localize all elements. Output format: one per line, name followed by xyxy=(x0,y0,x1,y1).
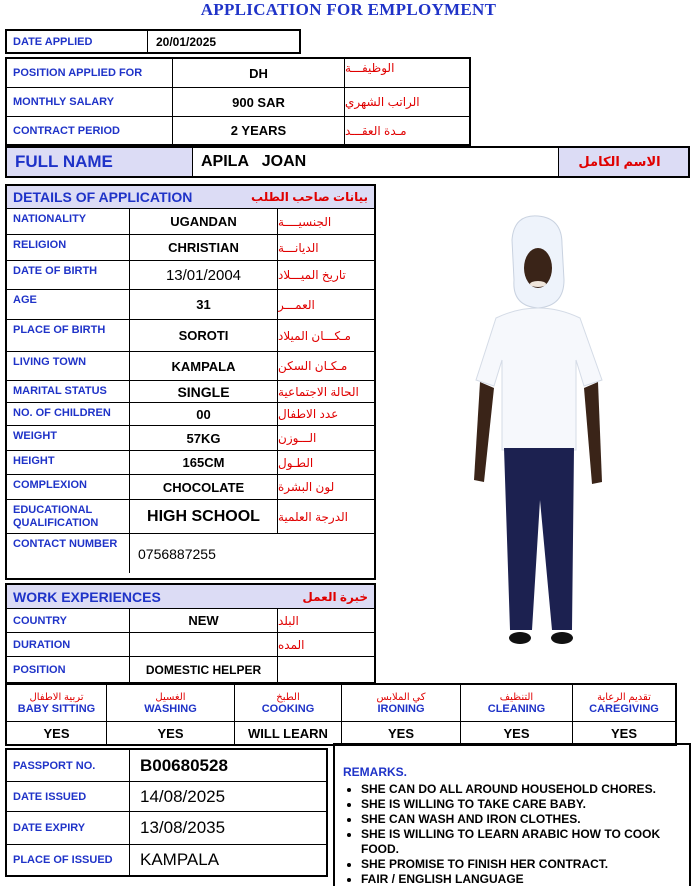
skill-value: YES xyxy=(610,725,637,741)
work-ar xyxy=(278,657,374,682)
passport-value: KAMPALA xyxy=(140,850,220,869)
remarks-item: • SHE PROMISE TO FINISH HER CONTRACT. xyxy=(361,857,689,872)
details-label: HEIGHT xyxy=(7,451,130,475)
full-name-value: APILA JOAN xyxy=(193,148,559,176)
details-value: 00 xyxy=(130,403,278,426)
skill-name-ar: الطبخ xyxy=(276,691,300,703)
full-name-ar: الاسم الكامل xyxy=(578,154,661,169)
date-applied-value: 20/01/2025 xyxy=(156,34,217,49)
remarks-item: • SHE CAN WASH AND IRON CLOTHES. xyxy=(361,812,689,827)
skill-value: YES xyxy=(461,722,573,744)
monthly-salary-label: MONTHLY SALARY xyxy=(7,88,173,117)
details-label: EDUCATIONAL QUALIFICATION xyxy=(7,500,130,534)
details-ar: لون البشرة xyxy=(278,475,374,500)
work-value: NEW xyxy=(130,609,278,633)
work-header-label: WORK EXPERIENCES xyxy=(13,588,161,605)
details-value: 57KG xyxy=(130,426,278,451)
details-label: LIVING TOWN xyxy=(7,352,130,381)
remarks-item: • SHE CAN DO ALL AROUND HOUSEHOLD CHORES. xyxy=(361,782,689,797)
skill-header xyxy=(7,685,107,722)
position-applied-value: DH xyxy=(173,59,345,88)
details-value: CHRISTIAN xyxy=(130,235,278,261)
date-applied-label: DATE APPLIED xyxy=(7,31,148,52)
details-ar: العمـــر xyxy=(278,290,374,320)
details-value: CHOCOLATE xyxy=(130,475,278,500)
details-label: WEIGHT xyxy=(7,426,130,451)
skill-name: IRONING xyxy=(377,702,425,715)
passport-value: 14/08/2025 xyxy=(130,782,326,812)
details-value: UGANDAN xyxy=(130,209,278,235)
skill-header xyxy=(107,685,235,722)
details-header xyxy=(7,186,374,209)
work-header-ar: خبرة العمل xyxy=(302,589,368,604)
passport-label: DATE ISSUED xyxy=(7,782,130,812)
remarks-item: • SHE IS WILLING TO TAKE CARE BABY. xyxy=(361,797,689,812)
work-value xyxy=(130,633,278,657)
skills-box xyxy=(5,683,677,746)
passport-box xyxy=(5,748,328,877)
work-label: COUNTRY xyxy=(7,609,130,633)
skill-value: YES xyxy=(342,722,461,744)
skill-value: WILL LEARN xyxy=(235,722,342,744)
details-label: AGE xyxy=(7,290,130,320)
details-label: CONTACT NUMBER xyxy=(7,534,130,573)
details-label: NATIONALITY xyxy=(7,209,130,235)
work-ar: البلد xyxy=(278,609,374,633)
details-header-label: DETAILS OF APPLICATION xyxy=(13,189,193,205)
passport-label: PLACE OF ISSUED xyxy=(7,845,130,875)
details-value: KAMPALA xyxy=(130,352,278,381)
remarks-list xyxy=(343,782,689,887)
passport-value: 13/08/2035 xyxy=(130,812,326,845)
full-name-box xyxy=(5,146,690,178)
monthly-salary-ar: الراتب الشهري xyxy=(345,88,469,117)
remarks-item: • FAIR / ENGLISH LANGUAGE xyxy=(361,872,689,887)
page-title: APPLICATION FOR EMPLOYMENT xyxy=(200,0,497,19)
details-value: 0756887255 xyxy=(138,545,216,562)
details-header-ar: بيانات صاحب الطلب xyxy=(250,190,368,204)
skill-name: CAREGIVING xyxy=(589,702,659,715)
details-value: SINGLE xyxy=(130,381,278,403)
skill-header xyxy=(573,685,675,722)
details-ar: عدد الاطفال xyxy=(278,403,374,426)
skill-header xyxy=(342,685,461,722)
skill-value: YES xyxy=(7,722,107,744)
skill-name-ar: التنظيف xyxy=(499,691,534,703)
details-label: NO. OF CHILDREN xyxy=(7,403,130,426)
skill-name: WASHING xyxy=(144,702,197,715)
details-ar: الديانـــة xyxy=(278,235,374,261)
date-applied-box xyxy=(5,29,301,54)
remarks-item: • SHE IS WILLING TO LEARN ARABIC HOW TO COOK FOOD. xyxy=(361,827,689,857)
skill-name-ar: كي الملابس xyxy=(376,691,426,703)
skill-header xyxy=(235,685,342,722)
contract-period-ar: مـدة العقـــد xyxy=(345,123,407,138)
details-value: 31 xyxy=(130,290,278,320)
contract-period-label: CONTRACT PERIOD xyxy=(7,117,173,144)
details-value: 13/01/2004 xyxy=(130,261,278,290)
position-applied-label: POSITION APPLIED FOR xyxy=(7,59,173,88)
work-ar: المده xyxy=(278,633,374,657)
skill-value: YES xyxy=(107,722,235,744)
remarks-title: REMARKS. xyxy=(343,765,408,779)
skill-header xyxy=(461,685,573,722)
details-box xyxy=(5,184,376,580)
skill-name-ar: تقديم الرعاية xyxy=(597,691,651,703)
applicant-figure-icon xyxy=(452,210,612,650)
work-header xyxy=(7,585,374,609)
position-box xyxy=(5,57,471,146)
work-label: DURATION xyxy=(7,633,130,657)
passport-value: B00680528 xyxy=(130,750,326,782)
details-label: PLACE OF BIRTH xyxy=(7,320,130,352)
details-ar: مـكـان السكن xyxy=(278,352,374,381)
details-ar: الطـول xyxy=(278,451,374,475)
skill-name: COOKING xyxy=(261,702,315,715)
details-value: SOROTI xyxy=(130,320,278,352)
details-ar: الدرجة العلمية xyxy=(278,500,374,534)
details-ar: تاريخ الميـــلاد xyxy=(278,261,374,290)
monthly-salary-value: 900 SAR xyxy=(173,88,345,117)
details-ar: الـــوزن xyxy=(278,426,374,451)
work-box xyxy=(5,583,376,684)
details-value: HIGH SCHOOL xyxy=(130,500,278,534)
passport-label: DATE EXPIRY xyxy=(7,812,130,845)
skill-name-ar: الغسيل xyxy=(155,691,186,703)
contract-period-value: 2 YEARS xyxy=(173,117,345,144)
details-ar: مـكـــان الميلاد xyxy=(278,320,374,352)
work-value: DOMESTIC HELPER xyxy=(130,657,278,682)
full-name-label: FULL NAME xyxy=(7,148,193,176)
details-label: DATE OF BIRTH xyxy=(7,261,130,290)
details-ar: الحالة الاجتماعية xyxy=(278,381,374,403)
details-ar: الجنسيــــة xyxy=(278,209,374,235)
skill-name: CLEANING xyxy=(487,702,546,715)
work-label: POSITION xyxy=(7,657,130,682)
remarks-box xyxy=(333,743,691,886)
details-label: RELIGION xyxy=(7,235,130,261)
skill-name-ar: تربية الاطفال xyxy=(29,691,84,703)
position-applied-ar: الوظيفـــة xyxy=(345,59,469,88)
passport-label: PASSPORT NO. xyxy=(7,750,130,782)
details-label: COMPLEXION xyxy=(7,475,130,500)
details-label: MARITAL STATUS xyxy=(7,381,130,403)
applicant-photo xyxy=(452,210,612,650)
details-value: 165CM xyxy=(130,451,278,475)
skill-name: BABY SITTING xyxy=(17,702,96,715)
